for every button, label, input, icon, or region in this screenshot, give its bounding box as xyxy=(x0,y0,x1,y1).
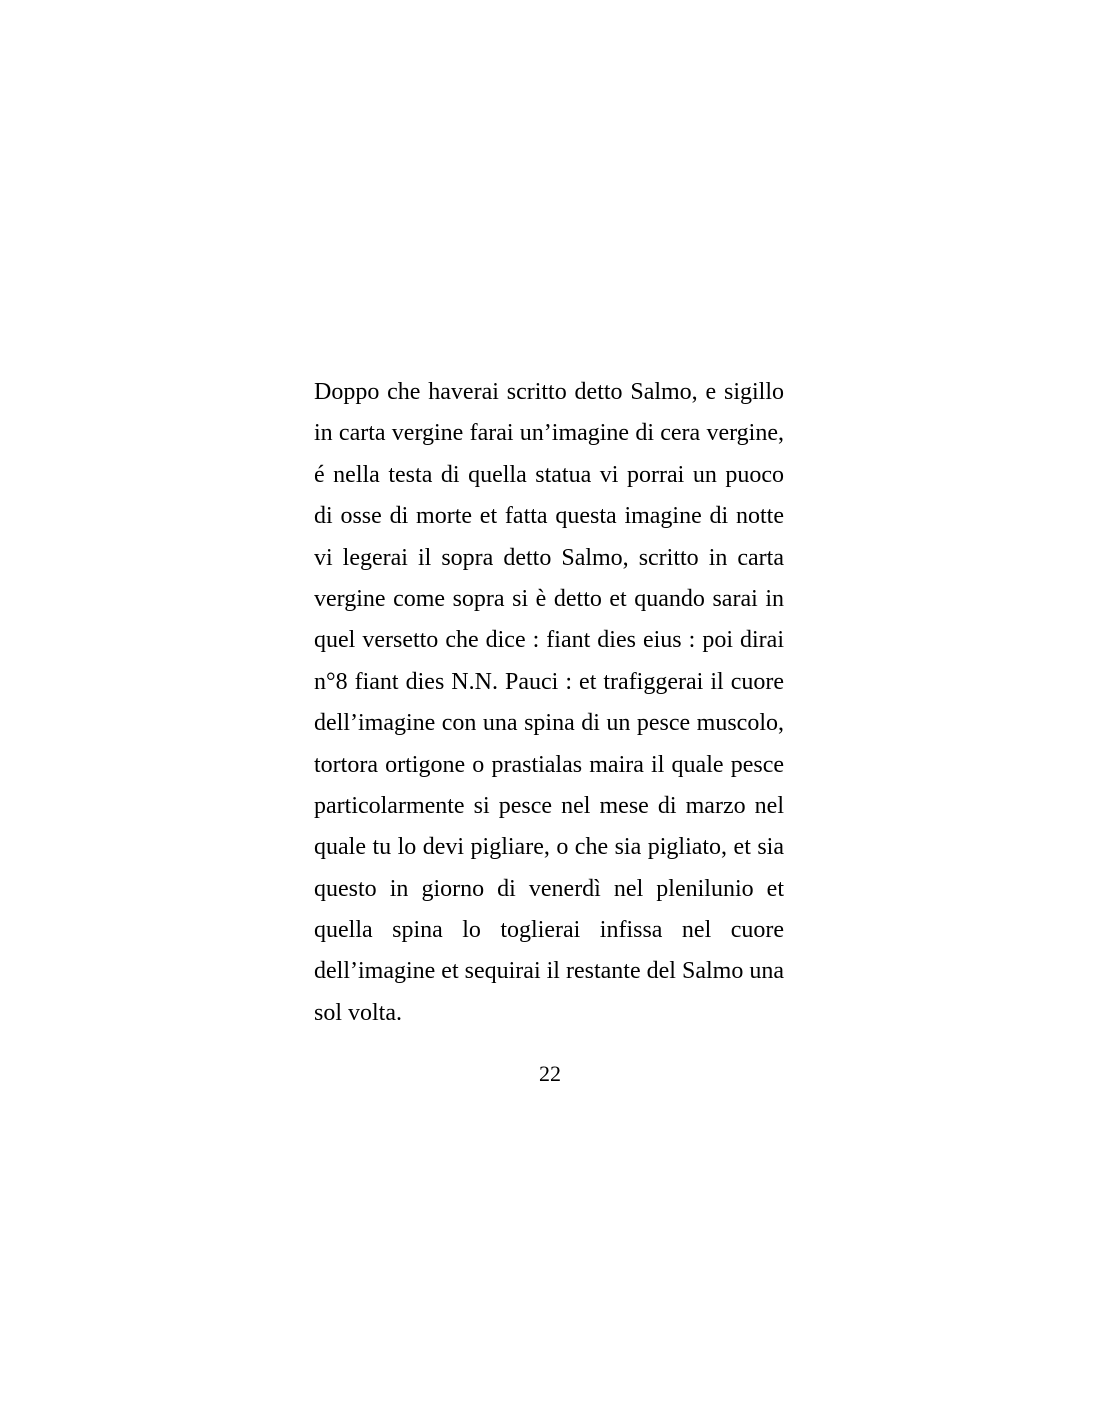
body-paragraph xyxy=(314,372,784,1034)
text-line: tortora ortigone o prastialas maira il quale pesce xyxy=(314,751,784,778)
text-line: quale tu lo devi pigliare, o che sia pigliato, et sia xyxy=(314,834,784,861)
text-line: vergine come sopra si è detto et quando sarai in xyxy=(314,585,784,612)
text-line: questo in giorno di venerdì nel plenilunio et xyxy=(314,875,784,902)
text-line: quella spina lo toglierai infissa nel cuore xyxy=(314,917,784,944)
text-line: quel versetto che dice : fiant dies eius : poi dirai xyxy=(314,627,784,654)
text-line: vi legerai il sopra detto Salmo, scritto in carta xyxy=(314,544,784,571)
text-line: particolarmente si pesce nel mese di marzo nel xyxy=(314,792,784,819)
text-line: sol volta. xyxy=(314,999,402,1026)
text-line: dell’imagine con una spina di un pesce muscolo, xyxy=(314,710,784,737)
text-line: in carta vergine farai un’imagine di cera vergine, xyxy=(314,420,784,447)
text-line: Doppo che haverai scritto detto Salmo, e sigillo xyxy=(314,379,784,405)
page-number: 22 xyxy=(539,1061,561,1086)
text-line: n°8 fiant dies N.N. Pauci : et trafiggerai il cuore xyxy=(314,668,784,695)
text-line: dell’imagine et sequirai il restante del Salmo una xyxy=(314,958,784,985)
text-line: é nella testa di quella statua vi porrai un puoco xyxy=(314,461,784,488)
text-line: di osse di morte et fatta questa imagine di notte xyxy=(314,503,784,530)
